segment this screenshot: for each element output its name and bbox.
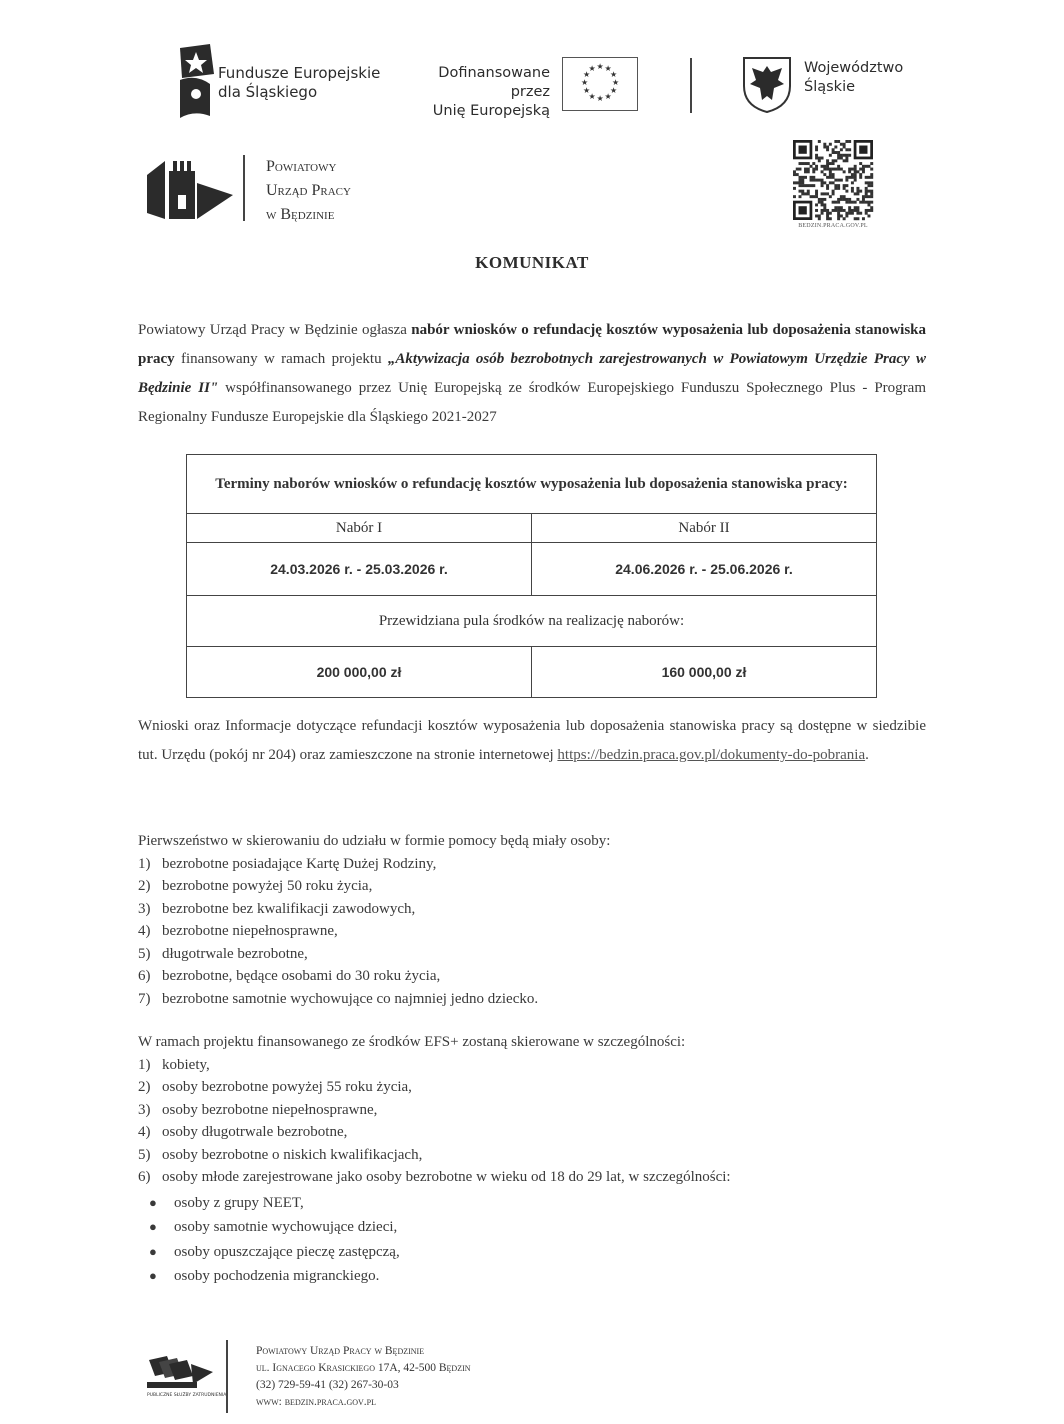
fe-logo-text (218, 64, 380, 102)
header-separator (690, 58, 692, 113)
list-number: 3) (138, 1101, 151, 1118)
svg-text:★: ★ (583, 70, 591, 79)
bullet-icon: ● (149, 1219, 157, 1234)
list-item (138, 1166, 928, 1189)
eu-line2: Unię Europejską (432, 103, 550, 119)
ft-logo-caption: PUBLICZNE SŁUŻBY ZATRUDNIENIA (147, 1393, 227, 1398)
list-number: 4) (138, 923, 151, 939)
list-text: osoby bezrobotne powyżej 55 roku życia, (162, 1079, 412, 1095)
eu-line1: Dofinansowane przez (438, 65, 550, 100)
list-text: bezrobotne posiadające Kartę Dużej Rodziny, (162, 855, 437, 872)
svg-text:★: ★ (588, 92, 596, 101)
list-text: bezrobotne bez kwalifikacji zawodowych, (162, 900, 416, 917)
eu-funding-text (396, 64, 550, 121)
list-number: 6) (138, 968, 151, 984)
bullet-icon: ● (149, 1268, 157, 1283)
list-number: 3) (138, 900, 151, 917)
list-number: 1) (138, 1056, 151, 1073)
list-item (138, 943, 928, 966)
pup-castle-logo-icon (143, 155, 243, 221)
list-number: 2) (138, 878, 151, 894)
list-text: bezrobotne samotnie wychowujące co najmniej jedno dziecko. (162, 990, 539, 1007)
pup-line3: w Będzinie (266, 206, 335, 223)
svg-text:★: ★ (596, 94, 604, 103)
wojewodztwo-slaskie-text (804, 59, 903, 97)
qr-caption: BEDZIN.PRACA.GOV.PL (798, 223, 868, 229)
table-col1-label: Nabór I (187, 514, 532, 543)
list-text: bezrobotne, będące osobami do 30 roku życia, (162, 968, 441, 984)
list-text: długotrwale bezrobotne, (162, 945, 308, 962)
table-col2-label: Nabór II (531, 514, 876, 543)
intro-text-1: Powiatowy Urząd Pracy w Będzinie ogłasza (138, 322, 412, 338)
list-text: kobiety, (162, 1056, 210, 1073)
fe-logo-line1: Fundusze Europejskie (218, 64, 381, 82)
bullet-text: osoby opuszczające pieczę zastępczą, (174, 1243, 400, 1260)
list-number: 1) (138, 855, 151, 872)
table-col2-amount: 160 000,00 zł (531, 647, 876, 698)
list-item (138, 1144, 928, 1167)
bullet-icon: ● (149, 1194, 157, 1210)
svg-text:★: ★ (583, 86, 591, 95)
list-text: osoby bezrobotne o niskich kwalifikacjach, (162, 1146, 423, 1163)
fe-star-icon (170, 44, 220, 120)
fe-logo-line2: dla Śląskiego (218, 83, 318, 101)
svg-text:★: ★ (612, 78, 620, 87)
efs-list (138, 1054, 928, 1189)
silesia-eagle-crest-icon (742, 56, 792, 114)
list-item (138, 920, 928, 943)
list-text: bezrobotne niepełnosprawne, (162, 923, 338, 939)
eu-flag-icon (562, 57, 638, 111)
publiczne-sluzby-zatrudnienia-logo-icon (143, 1352, 227, 1404)
list-number: 7) (138, 990, 151, 1007)
footer-contact (256, 1343, 471, 1411)
woj-line1: Województwo (804, 60, 904, 76)
list-text: bezrobotne powyżej 50 roku życia, (162, 878, 373, 894)
svg-text:★: ★ (588, 64, 596, 73)
qr-code-icon[interactable] (789, 140, 877, 220)
svg-text:★: ★ (581, 78, 589, 87)
list-item (138, 898, 928, 921)
intro-bold-1: nabór wniosków o refundację kosztów wyposażenia lub doposażenia stanowiska pracy (138, 322, 927, 367)
svg-text:★: ★ (610, 70, 618, 79)
list-number: 5) (138, 945, 151, 962)
bullet-icon: ● (149, 1243, 157, 1259)
intro-text-3: współfinansowanego przez Unię Europejską ze środków Europejskiego Funduszu Społecznego Plus - Program Regionalny Fundusze Europejskie dla Śląskiego 2021-2027 (138, 380, 926, 425)
list-item (138, 965, 928, 988)
intro-text-2: finansowany w ramach projektu (174, 351, 388, 367)
table-col2-date: 24.06.2026 r. - 25.06.2026 r. (531, 543, 876, 596)
list-text: osoby młode zarejestrowane jako osoby bezrobotne w wieku od 18 do 29 lat, w szczególności: (162, 1169, 731, 1185)
efs-intro: W ramach projektu finansowanego ze środków EFS+ zostaną skierowane w szczególności: (138, 1034, 686, 1050)
priority-intro: Pierwszeństwo w skierowaniu do udziału w formie pomocy będą miały osoby: (138, 833, 611, 849)
list-text: osoby długotrwale bezrobotne, (162, 1124, 348, 1140)
footer-phone: (32) 729-59-41 (32) 267-30-03 (256, 1379, 399, 1391)
recruitment-terms-table (186, 454, 877, 698)
table-header: Terminy naborów wniosków o refundację kosztów wyposażenia lub doposażenia stanowiska pracy: (187, 455, 877, 514)
footer-address: ul. Ignacego Krasickiego 17A, 42-500 Będzin (256, 1362, 471, 1374)
bullet-item (138, 1215, 928, 1240)
pup-logo-separator (243, 155, 245, 221)
svg-text:★: ★ (610, 86, 618, 95)
list-number: 2) (138, 1079, 151, 1095)
intro-paragraph (138, 316, 926, 432)
list-text: osoby bezrobotne niepełnosprawne, (162, 1101, 378, 1118)
bullet-text: osoby samotnie wychowujące dzieci, (174, 1219, 398, 1235)
footer-org-name: Powiatowy Urząd Pracy w Będzinie (256, 1345, 425, 1357)
bullet-item (138, 1264, 928, 1289)
table-col1-amount: 200 000,00 zł (187, 647, 532, 698)
info-text: Wnioski oraz Informacje dotyczące refundacji kosztów wyposażenia lub doposażenia stanowiska pracy są dostępne w siedzibie tut. Urzędu (pokój nr 204) oraz zamieszczone na stronie internetowej (138, 718, 926, 763)
bullet-item (138, 1240, 928, 1265)
list-item (138, 1121, 928, 1144)
table-col1-date: 24.03.2026 r. - 25.03.2026 r. (187, 543, 532, 596)
pup-line1: Powiatowy (266, 158, 337, 175)
efs-bullet-list (138, 1191, 928, 1289)
pup-logo-text (266, 155, 351, 227)
intro-project-name: „Aktywizacja osób bezrobotnych zarejestrowanych w Powiatowym Urzędzie Pracy w Będzinie II" (138, 351, 926, 396)
list-item (138, 875, 928, 898)
page-title: KOMUNIKAT (475, 253, 589, 272)
bullet-text: osoby pochodzenia migranckiego. (174, 1268, 380, 1284)
list-item (138, 1076, 928, 1099)
bullet-text: osoby z grupy NEET, (174, 1194, 304, 1211)
table-pool-label: Przewidziana pula środków na realizację naborów: (187, 596, 877, 647)
svg-text:★: ★ (604, 92, 612, 101)
list-item (138, 1099, 928, 1122)
list-item (138, 1054, 928, 1077)
info-paragraph (138, 712, 926, 770)
footer-separator (226, 1340, 228, 1413)
info-end: . (865, 747, 869, 763)
list-number: 6) (138, 1169, 151, 1185)
svg-text:★: ★ (596, 62, 604, 71)
bullet-item (138, 1191, 928, 1216)
list-item (138, 988, 928, 1011)
woj-line2: Śląskie (804, 79, 856, 95)
list-number: 5) (138, 1146, 151, 1163)
list-number: 4) (138, 1124, 151, 1140)
priority-section (138, 830, 928, 1010)
efs-section (138, 1031, 928, 1289)
svg-text:★: ★ (604, 64, 612, 73)
list-item (138, 853, 928, 876)
documents-link[interactable]: https://bedzin.praca.gov.pl/dokumenty-do-pobrania (557, 747, 866, 763)
priority-list (138, 853, 928, 1011)
pup-line2: Urząd Pracy (266, 182, 351, 199)
footer-website[interactable]: www: bedzin.praca.gov.pl (256, 1396, 377, 1408)
